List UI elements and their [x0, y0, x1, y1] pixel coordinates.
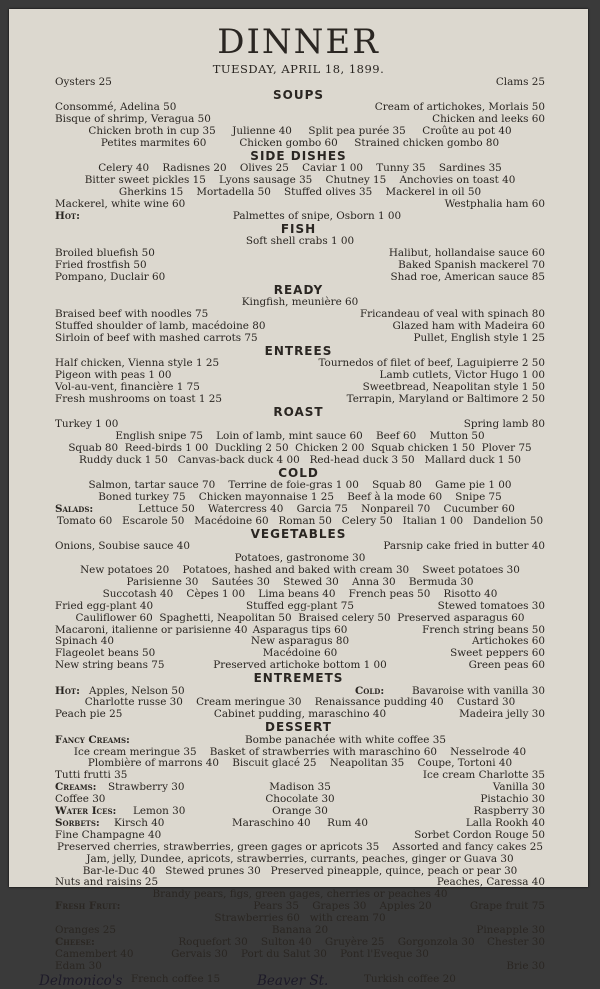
menu-line	[55, 960, 545, 972]
menu-item: Plombière of marrons 40 Biscuit glacé 25 Neapolitan 35 Coupe, Tortoni 40	[87, 757, 513, 770]
menu-item: Fried frostfish 50	[55, 259, 147, 271]
menu-line	[55, 781, 545, 793]
menu-line	[55, 576, 545, 588]
menu-line	[55, 793, 545, 805]
menu-item: Pompano, Duclair 60	[55, 270, 166, 283]
menu-item: Petites marmites 60 Chicken gombo 60 Strained chicken gombo 80	[100, 137, 500, 149]
menu-item: Gervais 30 Port du Salut 30 Pont l'Eveque 30	[171, 947, 429, 960]
menu-line	[55, 612, 545, 624]
section-heading: ROAST	[273, 404, 324, 419]
menu-item: Celery 40 Radisnes 20 Olives 25 Caviar 1 00 Tunny 35 Sardines 35	[98, 162, 502, 175]
menu-item: Kingfish, meunière 60	[241, 296, 359, 309]
menu-line	[55, 624, 545, 636]
menu-item: Parisienne 30 Sautées 30 Stewed 30 Anna 30 Bermuda 30	[126, 575, 474, 588]
menu-item: Half chicken, Vienna style 1 25	[55, 357, 220, 370]
menu-item: Macédoine 60	[262, 647, 338, 660]
menu-item: Bavaroise with vanilla 30	[411, 684, 545, 697]
menu-item: English snipe 75 Loin of lamb, mint sauce 60 Beef 60 Mutton 50	[115, 430, 485, 443]
handwritten-note: Beaver St.	[257, 972, 329, 989]
menu-card	[9, 9, 588, 989]
menu-line	[55, 540, 545, 552]
menu-item: Ruddy duck 1 50 Canvas-back duck 4 00 Red-head duck 3 50 Mallard duck 1 50	[78, 453, 522, 466]
menu-item: Chicken and leeks 60	[432, 113, 545, 126]
menu-item: New string beans 75	[55, 659, 165, 672]
menu-item: Stewed tomatoes 30	[437, 599, 545, 612]
section-heading: ENTREES	[264, 343, 333, 358]
menu-line	[55, 924, 545, 936]
menu-item: Brie 30	[506, 959, 545, 972]
menu-line	[55, 259, 545, 271]
menu-item: Preserved cherries, strawberries, green gages or apricots 35 Assorted and fancy cakes 25	[57, 840, 543, 853]
menu-item: Orange 30	[272, 805, 328, 817]
menu-item: Lalla Rookh 40	[465, 816, 545, 829]
menu-item: Cream of artichokes, Morlais 50	[374, 101, 545, 114]
menu-item: Spinach 40	[55, 635, 115, 648]
section-heading: FISH	[280, 221, 317, 236]
footer-row	[39, 972, 559, 989]
menu-item: Squab 80 Reed-birds 1 00 Duckling 2 50 Chicken 2 00 Squab chicken 1 50 Plover 75	[68, 442, 532, 454]
menu-item: Coffee 30	[55, 793, 106, 806]
menu-line	[55, 841, 545, 853]
menu-item: Camembert 40	[55, 947, 134, 960]
menu-item: Peaches, Caressa 40	[436, 876, 545, 889]
section-heading: SIDE DISHES	[250, 148, 347, 163]
menu-title: DINNER	[217, 22, 380, 62]
menu-item: Cabinet pudding, maraschino 40	[213, 708, 387, 721]
menu-item: Artichokes 60	[471, 635, 545, 648]
menu-item: Sweet peppers 60	[450, 647, 545, 660]
menu-item: Chester 30	[487, 935, 545, 948]
menu-line	[55, 853, 545, 865]
menu-item: Bitter sweet pickles 15 Lyons sausage 35 Chutney 15 Anchovies on toast 40	[84, 174, 516, 187]
section-heading: VEGETABLES	[250, 526, 347, 541]
oysters-price: Oysters 25	[55, 76, 112, 88]
menu-line	[55, 174, 545, 186]
menu-item: Jam, jelly, Dundee, apricots, strawberries, currants, peaches, ginger or Guava 30	[86, 852, 514, 865]
menu-item: Chicken broth in cup 35 Julienne 40 Split pea purée 35 Croûte au pot 40	[88, 125, 512, 138]
menu-item: Preserved artichoke bottom 1 00	[213, 659, 387, 672]
menu-item: Madeira jelly 30	[459, 708, 545, 721]
menu-item: Pigeon with peas 1 00	[55, 369, 172, 382]
menu-item: Baked Spanish mackerel 70	[398, 259, 545, 271]
menu-line	[55, 418, 545, 430]
menu-item: Salmon, tartar sauce 70 Terrine de foie-gras 1 00 Squab 80 Game pie 1 00	[88, 479, 512, 492]
menu-label: Sorbets:	[55, 816, 100, 829]
menu-item: Edam 30	[55, 959, 102, 972]
menu-item: Stuffed shoulder of lamb, macédoine 80	[55, 320, 266, 332]
menu-item: Charlotte russe 30 Cream meringue 30 Renaissance pudding 40 Custard 30	[84, 696, 516, 709]
menu-item: Madison 35	[269, 781, 331, 794]
menu-label: Cold:	[355, 684, 385, 697]
menu-item: Stuffed egg-plant 75	[246, 599, 354, 612]
menu-line	[55, 210, 545, 222]
menu-item: Fried egg-plant 40	[55, 599, 154, 612]
menu-line	[55, 734, 545, 746]
menu-label: Fancy Creams:	[55, 733, 130, 746]
menu-line	[55, 162, 545, 174]
menu-line	[55, 479, 545, 491]
menu-item: Boned turkey 75 Chicken mayonnaise 1 25 Beef à la mode 60 Snipe 75	[98, 491, 502, 504]
menu-label: Water Ices:	[55, 805, 117, 817]
menu-item: Mackerel, white wine 60	[55, 198, 186, 210]
menu-item: Lamb cutlets, Victor Hugo 1 00	[379, 369, 545, 382]
menu-item: Westphalia ham 60	[444, 198, 545, 210]
menu-line	[55, 757, 545, 769]
menu-line	[55, 635, 545, 647]
menu-line	[55, 696, 545, 708]
menu-item: Tutti frutti 35	[55, 769, 128, 782]
menu-item: Asparagus tips 60	[252, 623, 348, 636]
menu-line	[55, 948, 545, 960]
menu-line	[55, 515, 545, 527]
section-heading: ENTREMETS	[253, 671, 344, 686]
menu-item: Glazed ham with Madeira 60	[392, 320, 545, 332]
menu-label: Fresh Fruit:	[55, 900, 121, 913]
menu-line	[55, 769, 545, 781]
menu-line	[55, 454, 545, 466]
section-heading: READY	[273, 282, 324, 297]
menu-item: Gherkins 15 Mortadella 50 Stuffed olives 35 Mackerel in oil 50	[118, 186, 482, 199]
menu-label: Hot:	[55, 209, 80, 222]
menu-item: Sweetbread, Neapolitan style 1 50	[362, 381, 545, 393]
section-heading: DESSERT	[265, 720, 332, 735]
menu-item: Shad roe, American sauce 85	[390, 270, 545, 283]
menu-item: Parsnip cake fried in butter 40	[383, 540, 545, 553]
menu-line	[55, 198, 545, 210]
menu-line	[55, 805, 545, 817]
menu-item: Nuts and raisins 25	[55, 876, 159, 889]
menu-line	[55, 235, 545, 247]
menu-line	[55, 708, 545, 720]
menu-item: Roquefort 30 Sulton 40 Gruyère 25 Gorgonzola 30	[178, 935, 475, 948]
menu-item: Pistachio 30	[480, 793, 545, 806]
menu-item: Cauliflower 60 Spaghetti, Neapolitan 50 Braised celery 50 Preserved asparagus 60	[75, 611, 525, 624]
menu-item: Kirsch 40	[114, 816, 165, 829]
menu-item: Apples, Nelson 50	[89, 684, 185, 697]
menu-item: Ice cream Charlotte 35	[422, 769, 545, 782]
menu-item: Raspberry 30	[473, 805, 545, 817]
menu-item: Lettuce 50 Watercress 40 Garcia 75 Nonpareil 70 Cucumber 60	[138, 503, 515, 515]
menu-date: TUESDAY, APRIL 18, 1899.	[212, 62, 385, 76]
menu-item: Potatoes, gastronome 30	[234, 552, 366, 565]
menu-item: Brandy pears, figs, green gages, cherries or peaches 40	[152, 888, 448, 901]
menu-label: Cheese:	[55, 935, 95, 948]
menu-item: Turkey 1 00	[55, 418, 119, 431]
menu-item: French string beans 50	[422, 623, 545, 636]
menu-item: Broiled bluefish 50	[55, 247, 155, 260]
menu-item: Terrapin, Maryland or Baltimore 2 50	[346, 392, 545, 405]
menu-line	[55, 332, 545, 344]
menu-line	[55, 101, 545, 113]
menu-line	[55, 900, 545, 912]
menu-item: Fine Champagne 40	[55, 828, 162, 841]
menu-line	[55, 125, 545, 137]
menu-line	[55, 271, 545, 283]
menu-item: Sirloin of beef with mashed carrots 75	[55, 331, 258, 344]
menu-line	[55, 393, 545, 405]
menu-line	[55, 503, 545, 515]
menu-item: New asparagus 80	[250, 635, 350, 648]
menu-line	[55, 308, 545, 320]
menu-item: Peach pie 25	[55, 708, 123, 721]
menu-item: Sorbet Cordon Rouge 50	[414, 828, 545, 841]
menu-line	[55, 320, 545, 332]
menu-item: Macaroni, italienne or parisienne 40	[55, 623, 248, 636]
menu-line	[55, 659, 545, 671]
menu-item: Pineapple 30	[476, 924, 545, 936]
menu-line	[55, 888, 545, 900]
menu-line	[55, 865, 545, 877]
menu-item: Strawberries 60 with cream 70	[214, 912, 386, 925]
menu-label: Creams:	[55, 781, 97, 794]
menu-line	[55, 381, 545, 393]
menu-line	[55, 685, 545, 697]
menu-line	[55, 564, 545, 576]
menu-item: Vanilla 30	[492, 781, 545, 794]
section-heading: COLD	[278, 465, 319, 480]
menu-line	[55, 588, 545, 600]
menu-line	[55, 552, 545, 564]
menu-item: Turkish coffee 20	[364, 972, 456, 985]
menu-item: Vol-au-vent, financière 1 75	[55, 381, 200, 393]
menu-line	[55, 829, 545, 841]
menu-line	[55, 746, 545, 758]
menu-item: Green peas 60	[468, 659, 545, 672]
menu-item: Fresh mushrooms on toast 1 25	[55, 392, 223, 405]
menu-line	[55, 442, 545, 454]
menu-item: New potatoes 20 Potatoes, hashed and baked with cream 30 Sweet potatoes 30	[80, 564, 520, 576]
handwritten-note: Delmonico's	[39, 972, 123, 989]
menu-item: Tournedos of filet of beef, Laguipierre 2 50	[318, 357, 545, 370]
menu-item: Bombe panachée with white coffee 35	[245, 733, 446, 746]
menu-item: Strawberry 30	[108, 781, 185, 794]
menu-item: Onions, Soubise sauce 40	[55, 540, 190, 553]
menu-label: Salads:	[55, 503, 94, 515]
menu-item: Flageolet beans 50	[55, 647, 156, 660]
menu-line	[55, 357, 545, 369]
menu-line	[55, 936, 545, 948]
menu-item: Ice cream meringue 35 Basket of strawberries with maraschino 60 Nesselrode 40	[73, 745, 527, 758]
menu-item: Spring lamb 80	[463, 418, 545, 431]
menu-line	[55, 600, 545, 612]
menu-item: Pears 35 Grapes 30 Apples 20	[253, 900, 432, 913]
menu-item: Chocolate 30	[265, 793, 335, 806]
menu-line	[55, 296, 545, 308]
section-heading: SOUPS	[272, 87, 325, 102]
menu-line	[55, 186, 545, 198]
menu-item: Succotash 40 Cèpes 1 00 Lima beans 40 French peas 50 Risotto 40	[102, 587, 498, 600]
menu-item: Bar-le-Duc 40 Stewed prunes 30 Preserved pineapple, quince, peach or pear 30	[82, 864, 518, 877]
menu-line	[55, 369, 545, 381]
menu-line	[55, 491, 545, 503]
menu-line	[55, 137, 545, 149]
menu-item: Bisque of shrimp, Veragua 50	[55, 113, 211, 126]
menu-line	[55, 113, 545, 125]
menu-item: French coffee 15	[131, 972, 221, 985]
menu-line	[55, 912, 545, 924]
menu-line	[55, 876, 545, 888]
menu-item: Maraschino 40 Rum 40	[231, 816, 369, 829]
menu-item: Tomato 60 Escarole 50 Macédoine 60 Roman 50 Celery 50 Italian 1 00 Dandelion 50	[56, 514, 544, 527]
menu-item: Fricandeau of veal with spinach 80	[359, 308, 545, 321]
oysters-row	[55, 76, 545, 88]
menu-line	[55, 647, 545, 659]
menu-item: Banana 20	[271, 924, 329, 936]
menu-item: Consommé, Adelina 50	[55, 101, 177, 114]
menu-item: Palmettes of snipe, Osborn 1 00	[232, 209, 402, 222]
clams-price: Clams 25	[495, 76, 545, 88]
menu-line	[55, 247, 545, 259]
menu-line	[55, 817, 545, 829]
menu-item: Lemon 30	[133, 805, 186, 817]
menu-item: Braised beef with noodles 75	[55, 308, 209, 321]
menu-item: Grape fruit 75	[469, 900, 545, 913]
menu-item: Oranges 25	[55, 924, 117, 936]
menu-item: Pullet, English style 1 25	[413, 331, 545, 344]
menu-item: Soft shell crabs 1 00	[245, 235, 355, 248]
menu-item: Halibut, hollandaise sauce 60	[388, 247, 545, 260]
menu-line	[55, 430, 545, 442]
menu-label: Hot:	[55, 684, 80, 697]
